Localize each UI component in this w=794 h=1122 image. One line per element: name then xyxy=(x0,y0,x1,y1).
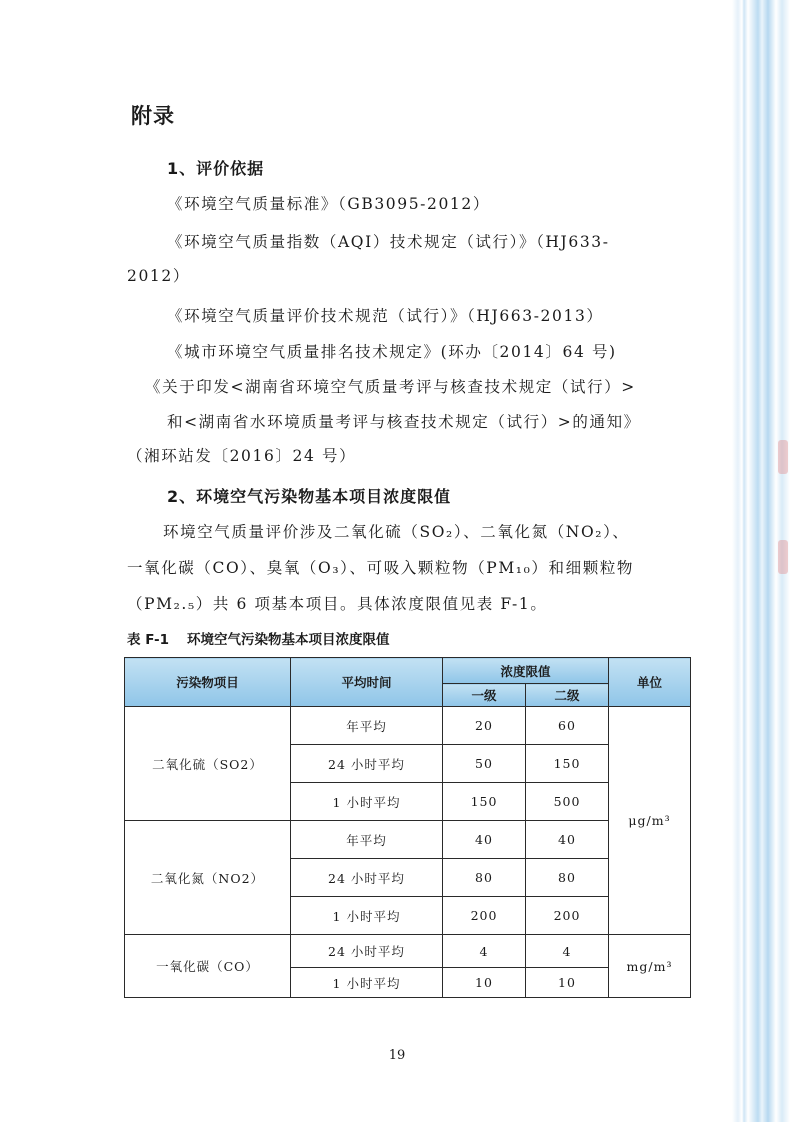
header-limit: 浓度限值 xyxy=(443,658,609,684)
pollutant-name: 二氧化硫（SO2） xyxy=(125,707,291,821)
paragraph-line: 环境空气质量评价涉及二氧化硫（SO₂）、二氧化氮（NO₂）、 xyxy=(163,523,630,541)
period-cell: 24 小时平均 xyxy=(291,935,443,968)
grade-2-value: 80 xyxy=(526,859,609,897)
grade-2-value: 10 xyxy=(526,968,609,998)
grade-1-value: 50 xyxy=(443,745,526,783)
table-caption-title: 环境空气污染物基本项目浓度限值 xyxy=(187,632,390,648)
period-cell: 24 小时平均 xyxy=(291,859,443,897)
reference-line: 和<湖南省水环境质量考评与核查技术规定（试行）>的通知》 xyxy=(167,413,641,431)
header-grade-2: 二级 xyxy=(526,684,609,707)
pollutant-name: 一氧化碳（CO） xyxy=(125,935,291,998)
grade-2-value: 60 xyxy=(526,707,609,745)
unit-cell: μg/m³ xyxy=(609,707,691,935)
section-2-title: 2、环境空气污染物基本项目浓度限值 xyxy=(167,487,452,506)
header-grade-1: 一级 xyxy=(443,684,526,707)
section-1-title: 1、评价依据 xyxy=(167,159,265,178)
unit-cell: mg/m³ xyxy=(609,935,691,998)
period-cell: 年平均 xyxy=(291,821,443,859)
header-period: 平均时间 xyxy=(291,658,443,707)
paragraph-line: 一氧化碳（CO）、臭氧（O₃）、可吸入颗粒物（PM₁₀）和细颗粒物 xyxy=(127,559,635,577)
grade-2-value: 200 xyxy=(526,897,609,935)
table-caption-number: 表 F-1 xyxy=(127,632,170,648)
reference-line: 《环境空气质量评价技术规范（试行）》（HJ663-2013） xyxy=(167,307,604,325)
page-title: 附录 xyxy=(131,104,175,128)
reference-line: 《环境空气质量标准》（GB3095-2012） xyxy=(167,195,490,213)
period-cell: 1 小时平均 xyxy=(291,968,443,998)
header-unit: 单位 xyxy=(609,658,691,707)
period-cell: 24 小时平均 xyxy=(291,745,443,783)
reference-line: 《关于印发<湖南省环境空气质量考评与核查技术规定（试行）> xyxy=(145,378,636,396)
grade-1-value: 10 xyxy=(443,968,526,998)
grade-1-value: 80 xyxy=(443,859,526,897)
table-row xyxy=(125,707,691,745)
grade-1-value: 4 xyxy=(443,935,526,968)
table-row xyxy=(125,935,691,968)
seal-mark xyxy=(778,540,788,574)
seal-mark xyxy=(778,440,788,474)
grade-2-value: 150 xyxy=(526,745,609,783)
grade-1-value: 150 xyxy=(443,783,526,821)
page-number: 19 xyxy=(388,1048,406,1063)
grade-1-value: 20 xyxy=(443,707,526,745)
grade-2-value: 4 xyxy=(526,935,609,968)
grade-1-value: 40 xyxy=(443,821,526,859)
period-cell: 1 小时平均 xyxy=(291,783,443,821)
paragraph-line: （PM₂.₅）共 6 项基本项目。具体浓度限值见表 F-1。 xyxy=(127,595,548,613)
grade-2-value: 40 xyxy=(526,821,609,859)
header-pollutant: 污染物项目 xyxy=(125,658,291,707)
pollutant-limit-table xyxy=(124,657,691,998)
reference-line: （湘环站发〔2016〕24 号） xyxy=(127,447,357,465)
grade-2-value: 500 xyxy=(526,783,609,821)
table-row xyxy=(125,821,691,859)
reference-line: 2012） xyxy=(127,267,190,285)
table-caption xyxy=(127,628,408,648)
pollutant-name: 二氧化氮（NO2） xyxy=(125,821,291,935)
grade-1-value: 200 xyxy=(443,897,526,935)
reference-line: 《环境空气质量指数（AQI）技术规定（试行）》（HJ633- xyxy=(167,233,610,251)
period-cell: 年平均 xyxy=(291,707,443,745)
period-cell: 1 小时平均 xyxy=(291,897,443,935)
reference-line: 《城市环境空气质量排名技术规定》(环办〔2014〕64 号) xyxy=(167,343,617,361)
